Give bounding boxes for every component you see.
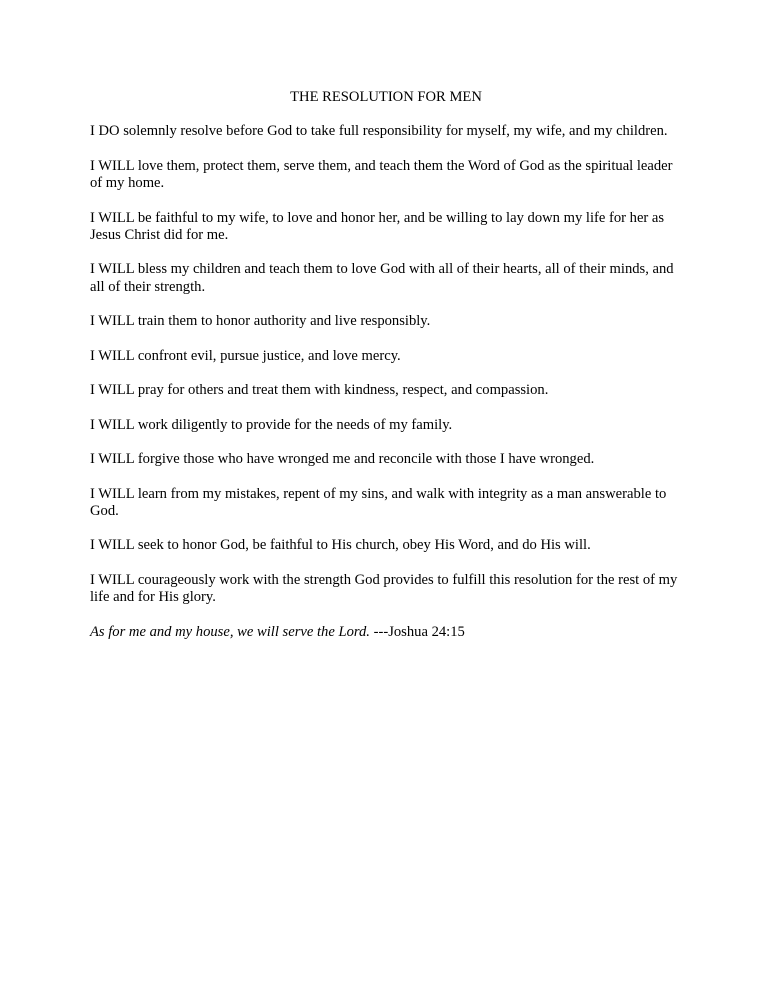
resolution-paragraph-12: I WILL courageously work with the strength God provides to fulfill this resolution for the rest of my life and for His glory. [90, 571, 678, 606]
resolution-paragraph-2: I WILL love them, protect them, serve them, and teach them the Word of God as the spiritual leader of my home. [90, 157, 673, 192]
document-body [90, 89, 682, 641]
resolution-paragraph-6: I WILL confront evil, pursue justice, and love mercy. [90, 347, 401, 364]
scripture-quote [90, 624, 682, 641]
resolution-paragraph-11: I WILL seek to honor God, be faithful to His church, obey His Word, and do His will. [90, 537, 591, 554]
resolution-paragraph-8: I WILL work diligently to provide for the needs of my family. [90, 416, 453, 433]
resolution-paragraph-9: I WILL forgive those who have wronged me and reconcile with those I have wronged. [90, 451, 595, 468]
resolution-paragraph-4: I WILL bless my children and teach them to love God with all of their hearts, all of their minds, and all of their strength. [90, 261, 674, 295]
resolution-paragraph-1: I DO solemnly resolve before God to take full responsibility for myself, my wife, and my children. [90, 123, 668, 140]
document-title: THE RESOLUTION FOR MEN [290, 89, 482, 105]
quote-reference: ---Joshua 24:15 [369, 623, 465, 640]
resolution-paragraph-7: I WILL pray for others and treat them with kindness, respect, and compassion. [90, 382, 549, 399]
resolution-paragraph-5: I WILL train them to honor authority and live responsibly. [90, 313, 431, 330]
resolution-paragraph-3: I WILL be faithful to my wife, to love and honor her, and be willing to lay down my life for her as Jesus Christ did for me. [90, 209, 665, 243]
quote-text: As for me and my house, we will serve the Lord. [90, 623, 370, 640]
resolution-paragraph-10: I WILL learn from my mistakes, repent of my sins, and walk with integrity as a man answerable to God. [90, 485, 667, 519]
